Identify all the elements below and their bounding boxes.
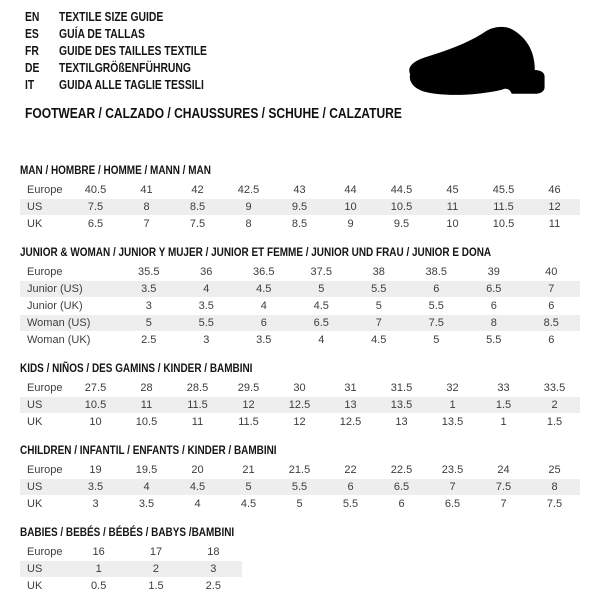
language-label: GUIDA ALLE TAGLIE TESSILI [59, 77, 204, 92]
size-cell: 1 [70, 561, 127, 578]
size-cell: 6 [408, 281, 466, 298]
size-cell: 45 [427, 182, 478, 199]
size-cell: 3.5 [121, 496, 172, 513]
size-cell: 3 [120, 298, 178, 315]
size-cell: 39 [465, 264, 523, 281]
table-row [20, 479, 580, 496]
size-cell: 7 [427, 479, 478, 496]
size-cell: 40.5 [70, 182, 121, 199]
size-cell: 11.5 [223, 414, 274, 431]
size-cell: 5.5 [325, 496, 376, 513]
size-cell: 41 [121, 182, 172, 199]
row-label: US [20, 479, 70, 496]
size-cell: 11 [172, 414, 223, 431]
size-cell: 43 [274, 182, 325, 199]
size-cell: 32 [427, 380, 478, 397]
size-cell: 1.5 [529, 414, 580, 431]
size-cell: 19 [70, 462, 121, 479]
size-cell: 7.5 [529, 496, 580, 513]
size-cell: 6 [325, 479, 376, 496]
size-cell: 9 [325, 216, 376, 233]
row-label: US [20, 397, 70, 414]
size-cell: 37.5 [293, 264, 351, 281]
size-cell: 5.5 [465, 332, 523, 349]
language-code-text: FR [25, 43, 39, 58]
table-row [20, 281, 580, 298]
size-cell: 24 [478, 462, 529, 479]
language-code [25, 44, 59, 58]
size-cell: 8.5 [274, 216, 325, 233]
size-cell: 9.5 [274, 199, 325, 216]
size-cell: 7.5 [478, 479, 529, 496]
row-label: Woman (US) [20, 315, 120, 332]
table-row [20, 397, 580, 414]
section-title [20, 163, 580, 177]
size-cell: 6.5 [465, 281, 523, 298]
size-cell: 10 [325, 199, 376, 216]
size-cell: 5 [223, 479, 274, 496]
size-table [20, 264, 580, 349]
language-label: GUIDE DES TAILLES TEXTILE [59, 43, 207, 58]
size-cell: 9.5 [376, 216, 427, 233]
section-title-text: BABIES / BEBÉS / BÉBÉS / BABYS /BAMBINI [20, 525, 235, 539]
size-cell: 8 [465, 315, 523, 332]
language-label: TEXTILE SIZE GUIDE [59, 9, 164, 24]
row-label: Europe [20, 264, 120, 281]
size-cell: 21.5 [274, 462, 325, 479]
size-cell: 38 [350, 264, 408, 281]
size-cell: 6 [376, 496, 427, 513]
size-cell: 7 [478, 496, 529, 513]
row-label: UK [20, 578, 70, 595]
size-cell: 28.5 [172, 380, 223, 397]
size-cell: 1.5 [127, 578, 184, 595]
language-code [25, 78, 59, 92]
table-row [20, 561, 242, 578]
table-row [20, 264, 580, 281]
size-cell: 44.5 [376, 182, 427, 199]
size-cell: 13.5 [376, 397, 427, 414]
size-cell: 6 [523, 298, 581, 315]
row-label: Europe [20, 544, 70, 561]
size-cell: 27.5 [70, 380, 121, 397]
size-cell: 28 [121, 380, 172, 397]
shoe-icon [398, 20, 578, 102]
size-table [20, 380, 580, 431]
size-cell: 16 [70, 544, 127, 561]
size-table [20, 544, 242, 595]
size-cell: 3.5 [70, 479, 121, 496]
size-cell: 25 [529, 462, 580, 479]
size-cell: 3.5 [178, 298, 236, 315]
size-cell: 21 [223, 462, 274, 479]
row-label: Europe [20, 182, 70, 199]
size-cell: 33 [478, 380, 529, 397]
size-cell: 13 [325, 397, 376, 414]
language-list [25, 8, 237, 93]
size-cell: 35.5 [120, 264, 178, 281]
section-title-text: KIDS / NIÑOS / DES GAMINS / KINDER / BAMBINI [20, 361, 253, 375]
size-tables [20, 163, 580, 600]
size-cell: 2 [127, 561, 184, 578]
size-cell: 22 [325, 462, 376, 479]
language-code-text: IT [25, 77, 35, 92]
row-label: Europe [20, 462, 70, 479]
size-cell: 2.5 [120, 332, 178, 349]
size-cell: 7.5 [408, 315, 466, 332]
size-cell: 46 [529, 182, 580, 199]
size-cell: 7.5 [172, 216, 223, 233]
language-row [25, 8, 237, 25]
row-label: UK [20, 414, 70, 431]
size-cell: 29.5 [223, 380, 274, 397]
size-cell: 12.5 [274, 397, 325, 414]
row-label: US [20, 199, 70, 216]
table-row [20, 199, 580, 216]
size-cell: 5.5 [350, 281, 408, 298]
size-cell: 10 [427, 216, 478, 233]
language-label: TEXTILGRÖßENFÜHRUNG [59, 60, 191, 75]
size-cell: 7 [121, 216, 172, 233]
language-code [25, 27, 59, 41]
size-cell: 5.5 [408, 298, 466, 315]
size-cell: 3 [178, 332, 236, 349]
language-row [25, 59, 237, 76]
size-cell: 3 [185, 561, 242, 578]
size-cell: 40 [523, 264, 581, 281]
size-cell: 5 [293, 281, 351, 298]
size-section [20, 245, 580, 349]
size-cell: 6 [523, 332, 581, 349]
size-cell: 8.5 [172, 199, 223, 216]
row-label: Junior (US) [20, 281, 120, 298]
table-row [20, 315, 580, 332]
size-cell: 23.5 [427, 462, 478, 479]
size-cell: 12.5 [325, 414, 376, 431]
size-cell: 5.5 [274, 479, 325, 496]
size-cell: 4.5 [235, 281, 293, 298]
size-cell: 4 [178, 281, 236, 298]
size-section [20, 443, 580, 513]
size-section [20, 163, 580, 233]
size-cell: 7 [523, 281, 581, 298]
section-title-text: MAN / HOMBRE / HOMME / MANN / MAN [20, 163, 211, 177]
size-cell: 33.5 [529, 380, 580, 397]
size-cell: 45.5 [478, 182, 529, 199]
size-cell: 9 [223, 199, 274, 216]
language-code [25, 10, 59, 24]
row-label: UK [20, 216, 70, 233]
size-cell: 6.5 [293, 315, 351, 332]
language-code-text: DE [25, 60, 40, 75]
size-cell: 4 [121, 479, 172, 496]
size-cell: 1.5 [478, 397, 529, 414]
size-cell: 8 [529, 479, 580, 496]
size-cell: 6.5 [427, 496, 478, 513]
table-row [20, 182, 580, 199]
size-cell: 12 [529, 199, 580, 216]
size-cell: 6.5 [376, 479, 427, 496]
size-cell: 5 [274, 496, 325, 513]
size-cell: 8.5 [523, 315, 581, 332]
size-cell: 13.5 [427, 414, 478, 431]
section-title-text: JUNIOR & WOMAN / JUNIOR Y MUJER / JUNIOR ET FEMME / JUNIOR UND FRAU / JUNIOR E DONA [20, 245, 492, 259]
size-cell: 5 [408, 332, 466, 349]
table-row [20, 462, 580, 479]
size-cell: 10.5 [478, 216, 529, 233]
size-cell: 11 [121, 397, 172, 414]
size-cell: 4.5 [172, 479, 223, 496]
size-cell: 8 [223, 216, 274, 233]
size-cell: 44 [325, 182, 376, 199]
table-row [20, 216, 580, 233]
size-cell: 3.5 [120, 281, 178, 298]
size-cell: 31 [325, 380, 376, 397]
size-cell: 31.5 [376, 380, 427, 397]
size-cell: 10.5 [121, 414, 172, 431]
size-cell: 3.5 [235, 332, 293, 349]
size-cell: 4 [293, 332, 351, 349]
size-cell: 22.5 [376, 462, 427, 479]
size-cell: 4.5 [223, 496, 274, 513]
table-row [20, 496, 580, 513]
row-label: Junior (UK) [20, 298, 120, 315]
size-cell: 7.5 [70, 199, 121, 216]
size-cell: 2.5 [185, 578, 242, 595]
size-cell: 6 [465, 298, 523, 315]
language-code [25, 61, 59, 75]
size-cell: 36 [178, 264, 236, 281]
size-cell: 2 [529, 397, 580, 414]
size-cell: 5.5 [178, 315, 236, 332]
size-cell: 11.5 [478, 199, 529, 216]
size-cell: 4 [235, 298, 293, 315]
size-cell: 11 [427, 199, 478, 216]
size-table [20, 182, 580, 233]
row-label: Woman (UK) [20, 332, 120, 349]
size-cell: 13 [376, 414, 427, 431]
language-code-text: EN [25, 9, 40, 24]
size-cell: 10.5 [376, 199, 427, 216]
size-cell: 4.5 [350, 332, 408, 349]
size-cell: 1 [427, 397, 478, 414]
size-cell: 12 [223, 397, 274, 414]
size-cell: 42.5 [223, 182, 274, 199]
size-cell: 11.5 [172, 397, 223, 414]
section-title [20, 525, 580, 539]
size-cell: 5 [350, 298, 408, 315]
size-table [20, 462, 580, 513]
row-label: US [20, 561, 70, 578]
section-title [20, 443, 580, 457]
size-cell: 17 [127, 544, 184, 561]
table-row [20, 380, 580, 397]
size-cell: 11 [529, 216, 580, 233]
size-section [20, 361, 580, 431]
size-cell: 36.5 [235, 264, 293, 281]
section-title-text: CHILDREN / INFANTIL / ENFANTS / KINDER / BAMBINI [20, 443, 277, 457]
language-row [25, 76, 237, 93]
section-title [20, 361, 580, 375]
table-row [20, 332, 580, 349]
size-cell: 6.5 [70, 216, 121, 233]
category-title-text: FOOTWEAR / CALZADO / CHAUSSURES / SCHUHE / CALZATURE [25, 106, 402, 122]
table-row [20, 414, 580, 431]
size-cell: 10.5 [70, 397, 121, 414]
size-cell: 6 [235, 315, 293, 332]
row-label: Europe [20, 380, 70, 397]
language-row [25, 25, 237, 42]
size-cell: 19.5 [121, 462, 172, 479]
size-cell: 20 [172, 462, 223, 479]
size-cell: 1 [478, 414, 529, 431]
size-section [20, 525, 580, 595]
row-label: UK [20, 496, 70, 513]
size-cell: 30 [274, 380, 325, 397]
size-cell: 0.5 [70, 578, 127, 595]
table-row [20, 298, 580, 315]
table-row [20, 544, 242, 561]
language-row [25, 42, 237, 59]
size-cell: 42 [172, 182, 223, 199]
language-code-text: ES [25, 26, 39, 41]
size-cell: 7 [350, 315, 408, 332]
language-label: GUÍA DE TALLAS [59, 26, 145, 41]
size-cell: 18 [185, 544, 242, 561]
table-row [20, 578, 242, 595]
section-title [20, 245, 580, 259]
category-title [25, 106, 479, 122]
size-cell: 3 [70, 496, 121, 513]
size-cell: 12 [274, 414, 325, 431]
size-cell: 4.5 [293, 298, 351, 315]
size-cell: 38.5 [408, 264, 466, 281]
size-cell: 8 [121, 199, 172, 216]
size-cell: 4 [172, 496, 223, 513]
size-cell: 5 [120, 315, 178, 332]
size-cell: 10 [70, 414, 121, 431]
